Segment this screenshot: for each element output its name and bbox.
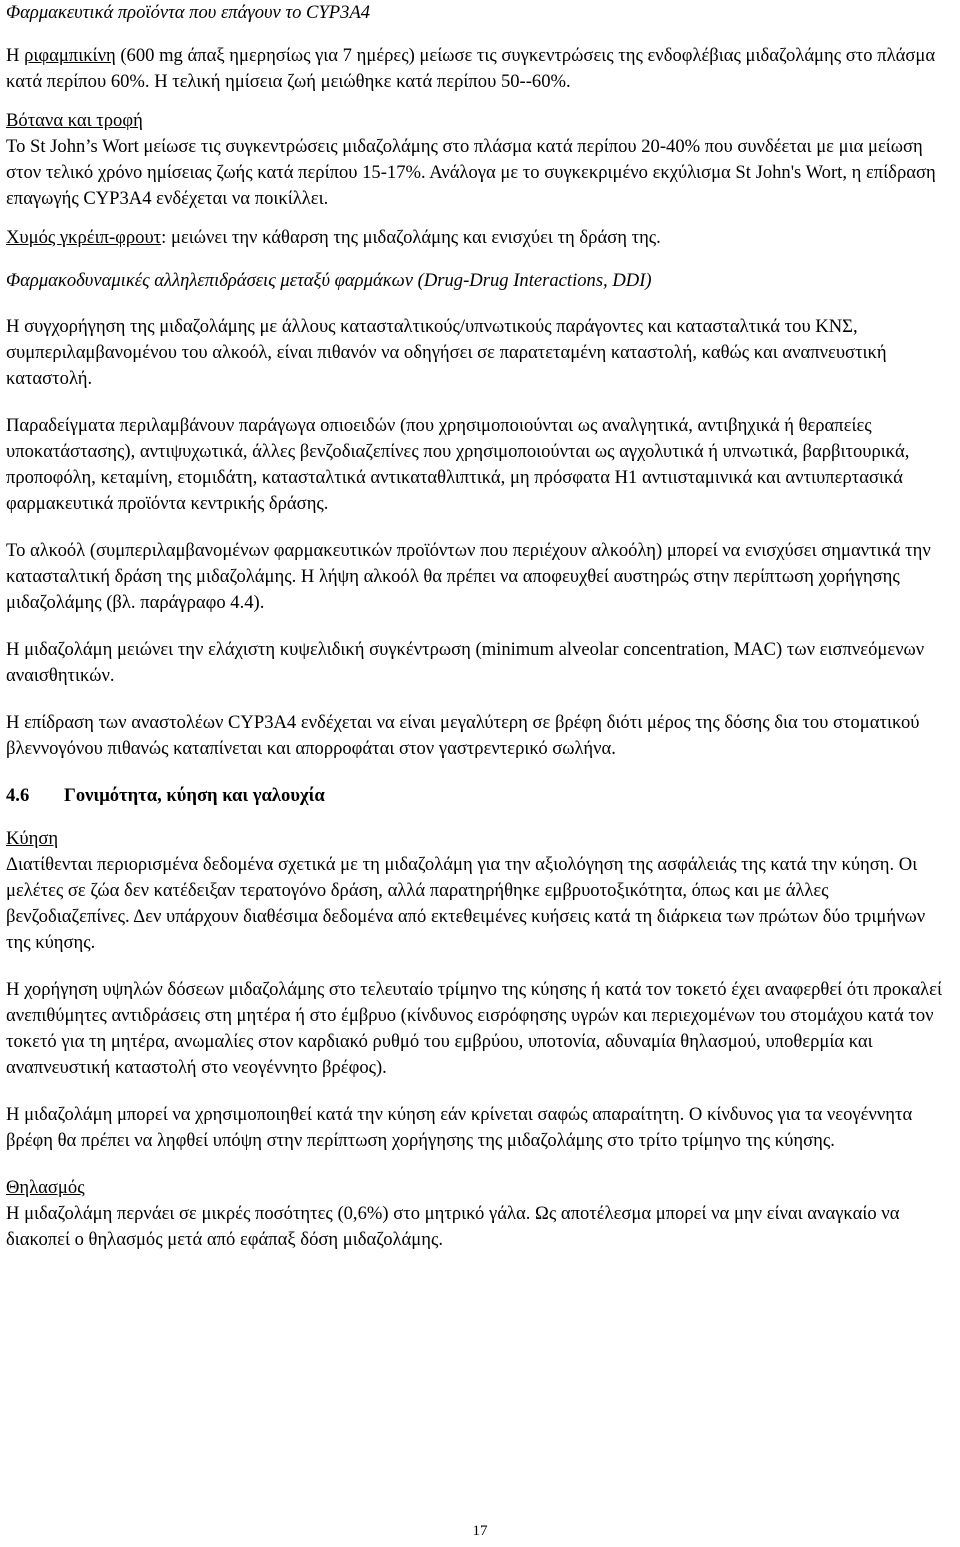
herbs-food-title: Βότανα και τροφή: [6, 110, 143, 131]
grapefruit-term: Χυμός γκρέιπ-φρουτ: [6, 227, 162, 248]
document-page: [6, 0, 954, 1253]
section-number: 4.6: [6, 785, 30, 806]
pd-paragraph-2: Παραδείγματα περιλαμβάνουν παράγωγα οπιοειδών (που χρησιμοποιούνται ως αναλγητικά, αντιβηχικά ή θεραπείες υποκατάστασης), αντιψυχωτικά, άλλες βενζοδιαζεπίνες που χρησιμοποιούνται ως αγχολυτικά ή υπνωτικά, βαρβιτουρικά, προποφόλη, κεταμίνη, ετομιδάτη, κατασταλτικά αντικαταθλιπτικά, μη πρόσφατα Η1 αντιισταμινικά και αντιυπερτασικά φαρμακευτικά προϊόντα κεντρικής δράσης.: [6, 415, 910, 514]
rifampicin-text: (600 mg άπαξ ημερησίως για 7 ημέρες) μείωσε τις συγκεντρώσεις της ενδοφλέβιας μιδαζολάμης στο πλάσμα κατά περίπου 60%. Η τελική ημίσεια ζωή μειώθηκε κατά περίπου 50--60%.: [6, 45, 936, 92]
rifampicin-term: ριφαμπικίνη: [24, 45, 116, 66]
lactation-paragraph-1: Η μιδαζολάμη περνάει σε μικρές ποσότητες (0,6%) στο μητρικό γάλα. Ως αποτέλεσμα μπορεί να μην είναι αναγκαίο να διακοπεί ο θηλασμός μετά από εφάπαξ δόση μιδαζολάμης.: [6, 1203, 900, 1250]
cyp3a4-inducers-heading: Φαρμακευτικά προϊόντα που επάγουν το CYP3A4: [6, 2, 371, 23]
herbs-food-heading: [6, 108, 954, 134]
pd-interactions-heading: Φαρμακοδυναμικές αλληλεπιδράσεις μεταξύ φαρμάκων (Drug-Drug Interactions, DDI): [6, 270, 652, 291]
grapefruit-paragraph: [6, 225, 954, 251]
pd-paragraph-3: Το αλκοόλ (συμπεριλαμβανομένων φαρμακευτικών προϊόντων που περιέχουν αλκοόλη) μπορεί να ενισχύσει σημαντικά την κατασταλτική δράση της μιδαζολάμης. Η λήψη αλκοόλ θα πρέπει να αποφευχθεί αυστηρώς στην περίπτωση χορήγησης μιδαζολάμης (βλ. παράγραφο 4.4).: [6, 540, 931, 613]
page-number: 17: [472, 1523, 488, 1539]
pd-paragraph-4: Η μιδαζολάμη μειώνει την ελάχιστη κυψελιδική συγκέντρωση (minimum alveolar concentration, MAC) των εισπνεόμενων αναισθητικών.: [6, 639, 925, 686]
rifampicin-paragraph: [6, 43, 954, 95]
section-4-6-heading: [6, 783, 954, 809]
grapefruit-text: : μειώνει την κάθαρση της μιδαζολάμης και ενισχύει τη δράση της.: [161, 227, 661, 248]
lactation-heading: Θηλασμός: [6, 1177, 85, 1198]
pregnancy-paragraph-2: Η χορήγηση υψηλών δόσεων μιδαζολάμης στο τελευταίο τρίμηνο της κύησης ή κατά τον τοκετό έχει αναφερθεί ότι προκαλεί ανεπιθύμητες αντιδράσεις στη μητέρα ή στο έμβρυο (κίνδυνος εισρόφησης υγρών και περιεχομένων του στομάχου κατά τον τοκετό για τη μητέρα, ανωμαλίες στον καρδιακό ρυθμό του εμβρύου, υποτονία, αδυναμία θηλασμού, υποθερμία και αναπνευστική καταστολή στο νεογέννητο βρέφος).: [6, 979, 942, 1078]
pd-paragraph-1: Η συγχορήγηση της μιδαζολάμης με άλλους κατασταλτικούς/υπνωτικούς παράγοντες και κατασταλτικά του ΚΝΣ, συμπεριλαμβανομένου του αλκοόλ, είναι πιθανόν να οδηγήσει σε παρατεταμένη καταστολή, καθώς και αναπνευστική καταστολή.: [6, 316, 887, 389]
rifampicin-prefix: Η: [6, 45, 25, 66]
section-title: Γονιμότητα, κύηση και γαλουχία: [64, 785, 325, 806]
pd-paragraph-5: Η επίδραση των αναστολέων CYP3A4 ενδέχεται να είναι μεγαλύτερη σε βρέφη διότι μέρος της δόσης δια του στοματικού βλεννογόνου πιθανώς καταπίνεται και απορροφάται στον γαστρεντερικό σωλήνα.: [6, 712, 920, 759]
pregnancy-heading: Κύηση: [6, 828, 59, 849]
st-johns-wort-paragraph: Το St John’s Wort μείωσε τις συγκεντρώσεις μιδαζολάμης στο πλάσμα κατά περίπου 20-40% που συνδέεται με μια μείωση στον τελικό χρόνο ημίσειας ζωής κατά περίπου 15-17%. Ανάλογα με το συγκεκριμένο εκχύλισμα St John's Wort, η επίδραση επαγωγής CYP3A4 ενδέχεται να ποικίλλει.: [6, 136, 936, 209]
pregnancy-paragraph-3: Η μιδαζολάμη μπορεί να χρησιμοποιηθεί κατά την κύηση εάν κρίνεται σαφώς απαραίτητη. Ο κίνδυνος για τα νεογέννητα βρέφη θα πρέπει να ληφθεί υπόψη στην περίπτωση χορήγησης της μιδαζολάμης στο τρίτο τρίμηνο της κύησης.: [6, 1104, 913, 1151]
pregnancy-paragraph-1: Διατίθενται περιορισμένα δεδομένα σχετικά με τη μιδαζολάμη για την αξιολόγηση της ασφάλειάς της κατά την κύηση. Οι μελέτες σε ζώα δεν κατέδειξαν τερατογόνο δράση, αλλά παρατηρήθηκε εμβρυοτοξικότητα, όπως και με άλλες βενζοδιαζεπίνες. Δεν υπάρχουν διαθέσιμα δεδομένα από εκτεθειμένες κυήσεις κατά τη διάρκεια των πρώτων δύο τριμήνων της κύησης.: [6, 854, 926, 953]
